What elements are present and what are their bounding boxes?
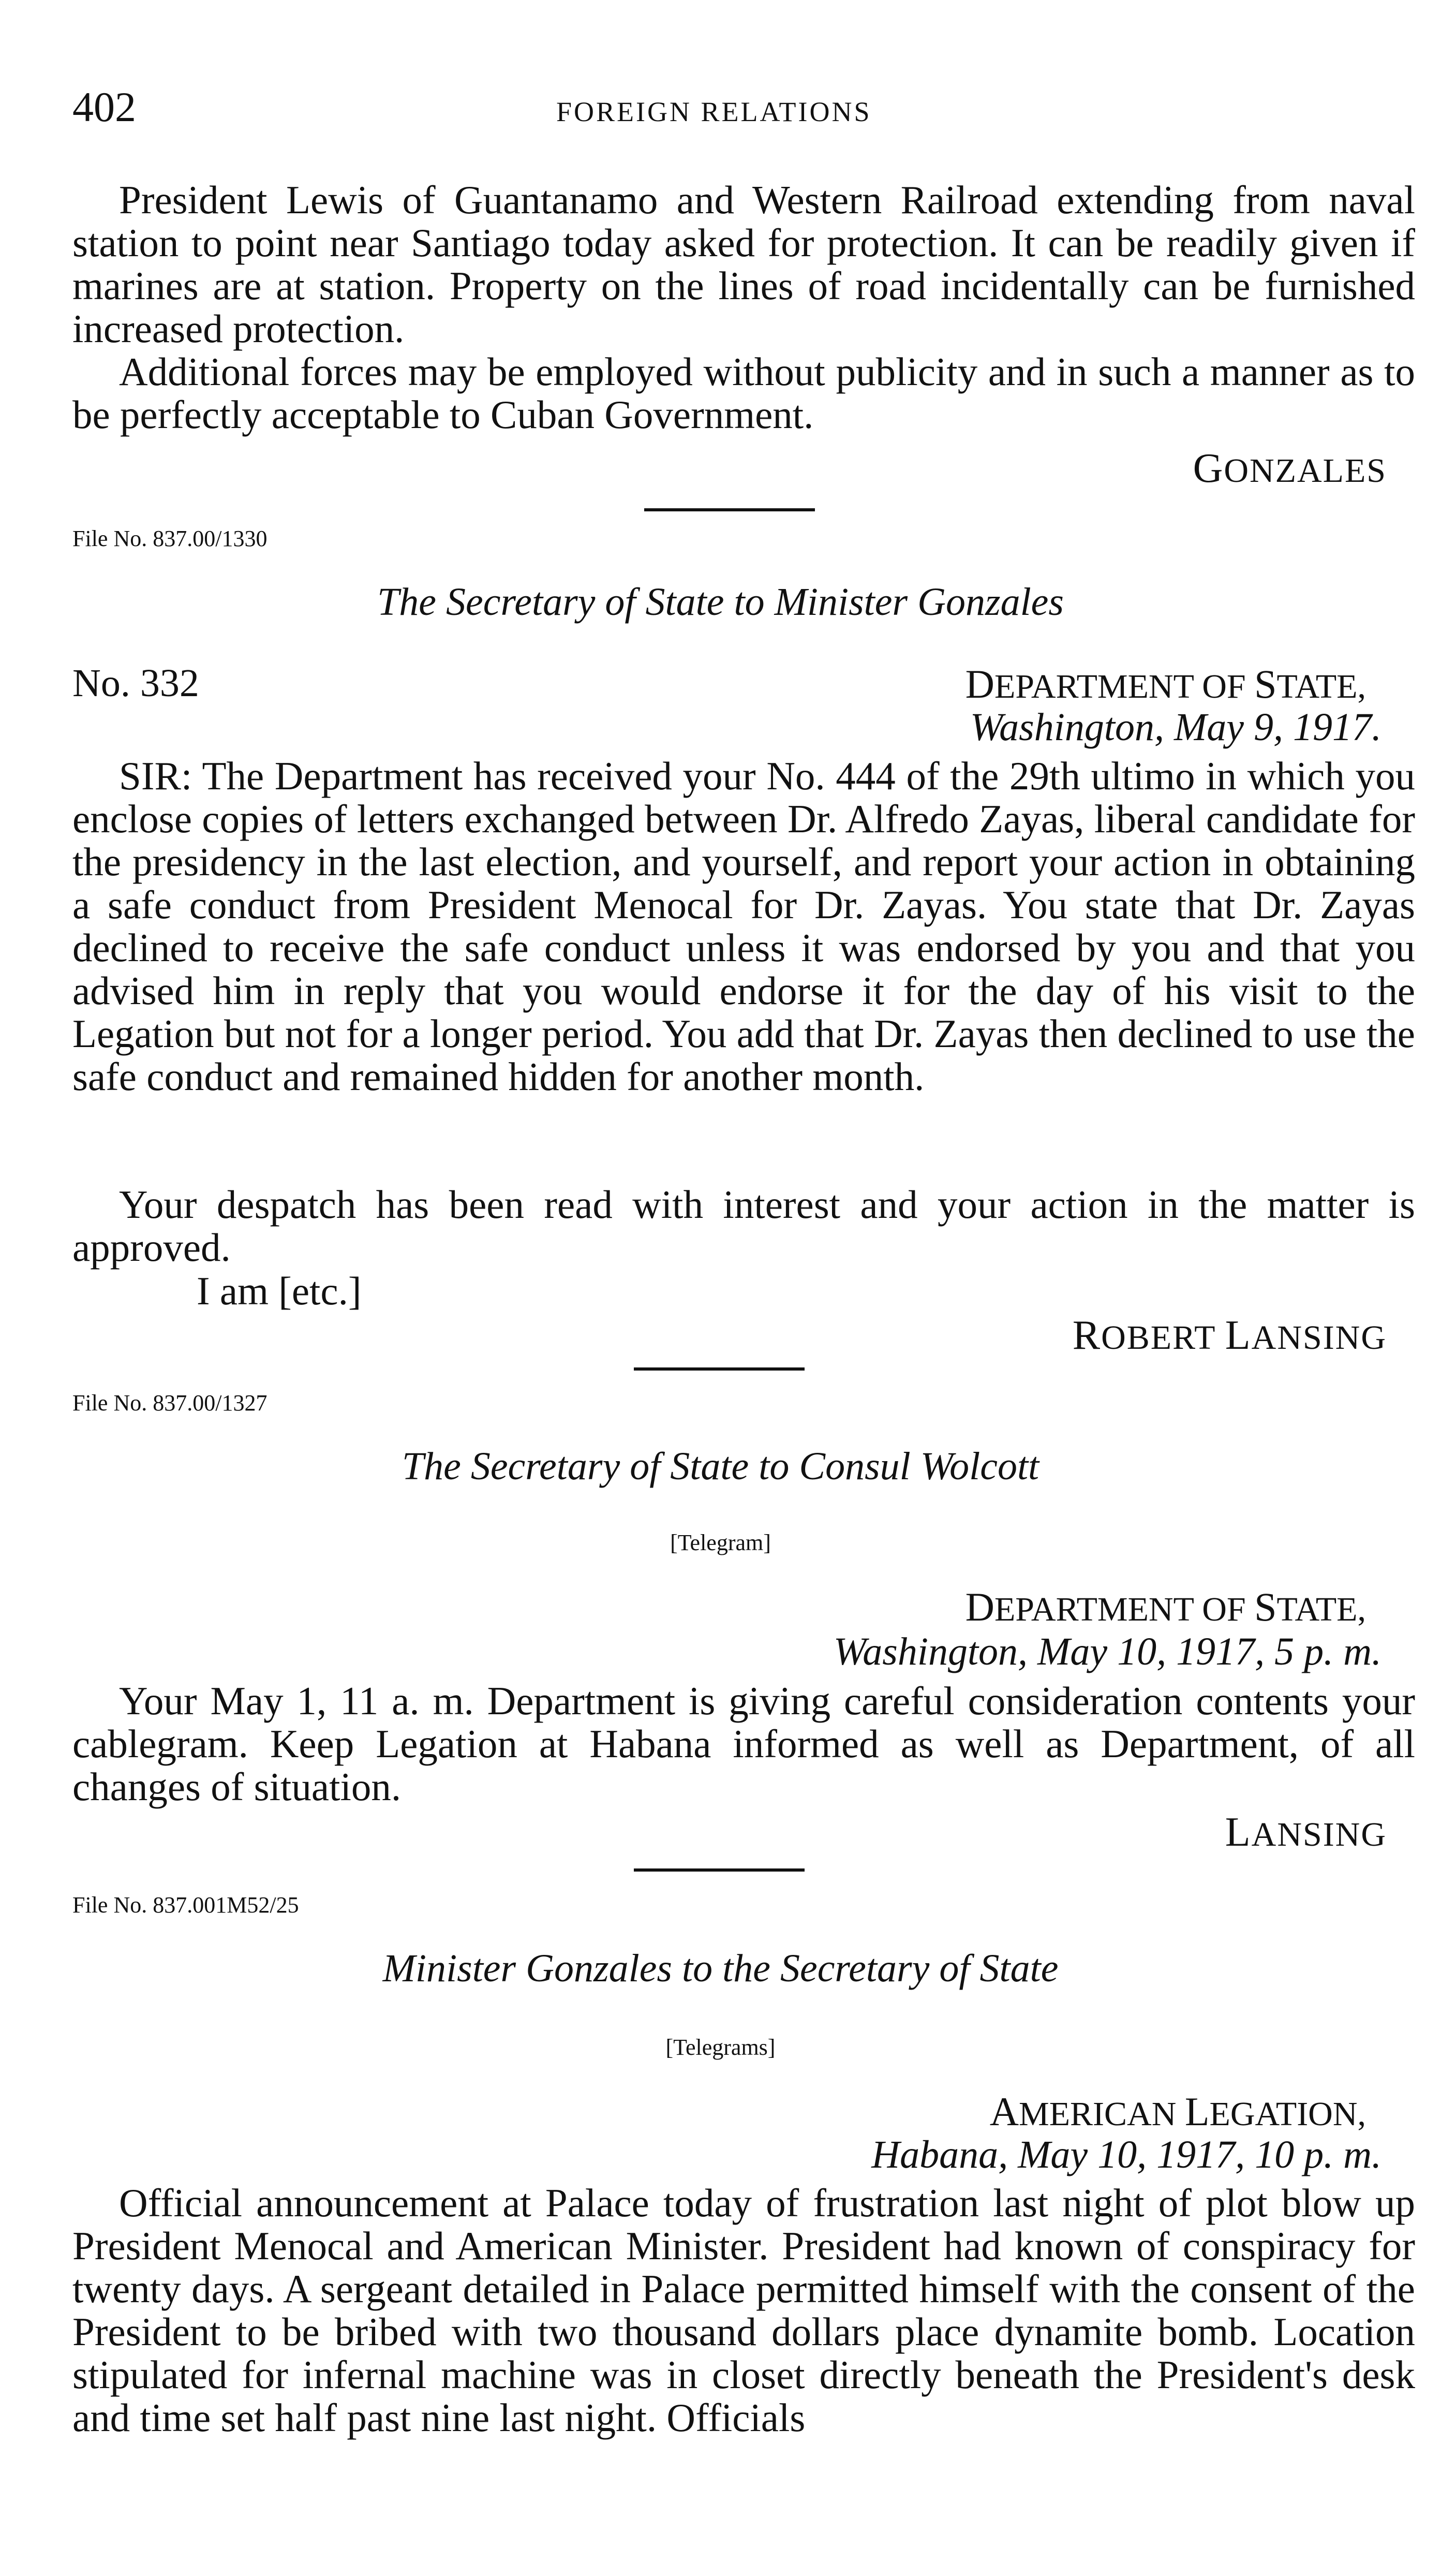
signature: GONZALES [1193,446,1387,491]
sender-office: DEPARTMENT OF STATE, [965,661,1366,706]
section-divider [634,1868,805,1872]
body-paragraph: SIR: The Department has received your No. 444 of the 29th ultimo in which you enclose copies of letters exchanged between Dr. Alfredo Zayas, liberal candidate for the presidency in the last election, and yourself, and report your action in obtaining a safe conduct from President Menocal for Dr. Zayas. You state that Dr. Zayas declined to receive the safe conduct unless it was endorsed by you and that you advised him in reply that you would endorse it for the day of his visit to the Legation but not for a longer period. You add that Dr. Zayas then declined to use the safe conduct and remained hidden for another month. [72,754,1415,1099]
signature: ROBERT LANSING [1072,1313,1387,1358]
document-heading: The Secretary of State to Minister Gonzales [377,580,1064,624]
document-number: No. 332 [72,661,199,705]
document-heading: Minister Gonzales to the Secretary of State [382,1947,1059,1990]
body-paragraph: Your May 1, 11 a. m. Department is giving careful consideration contents your cablegram. Keep Legation at Habana informed as well as Department, of all changes of situation. [72,1679,1415,1809]
file-number: File No. 837.001M52/25 [72,1892,299,1918]
body-paragraph: Official announcement at Palace today of frustration last night of plot blow up President Menocal and American Minister. President had known of conspiracy for twenty days. A sergeant detailed in Palace permitted himself with the consent of the President to be bribed with two thousand dollars place dynamite bomb. Location stipulated for infernal machine was in closet directly beneath the President's desk and time set half past nine last night. Officials [72,2181,1415,2440]
place-date: Habana, May 10, 1917, 10 p. m. [871,2133,1381,2176]
body-paragraph: Your despatch has been read with interest and your action in the matter is approved. [72,1182,1415,1270]
section-divider [634,1367,805,1371]
place-date: Washington, May 9, 1917. [970,705,1381,749]
sender-office: AMERICAN LEGATION, [989,2089,1366,2134]
document-heading: The Secretary of State to Consul Wolcott [402,1445,1039,1488]
body-paragraph: Additional forces may be employed without publicity and in such a manner as to be perfectly acceptable to Cuban Government. [72,349,1415,437]
telegram-marker: [Telegrams] [665,2035,776,2060]
section-divider [644,508,815,511]
file-number: File No. 837.00/1330 [72,526,268,551]
signature: LANSING [1225,1809,1387,1855]
file-number: File No. 837.00/1327 [72,1390,268,1416]
body-paragraph: President Lewis of Guantanamo and Western Railroad extending from naval station to point near Santiago today asked for protection. It can be readily given if marines are at station. Property on the lines of road incidentally can be furnished increased protection. [72,178,1415,351]
running-title: FOREIGN RELATIONS [556,96,872,127]
page-number: 402 [72,83,136,130]
place-date: Washington, May 10, 1917, 5 p. m. [833,1630,1381,1673]
closing: I am [etc.] [197,1269,362,1313]
telegram-marker: [Telegram] [670,1530,771,1555]
sender-office: DEPARTMENT OF STATE, [965,1584,1366,1629]
